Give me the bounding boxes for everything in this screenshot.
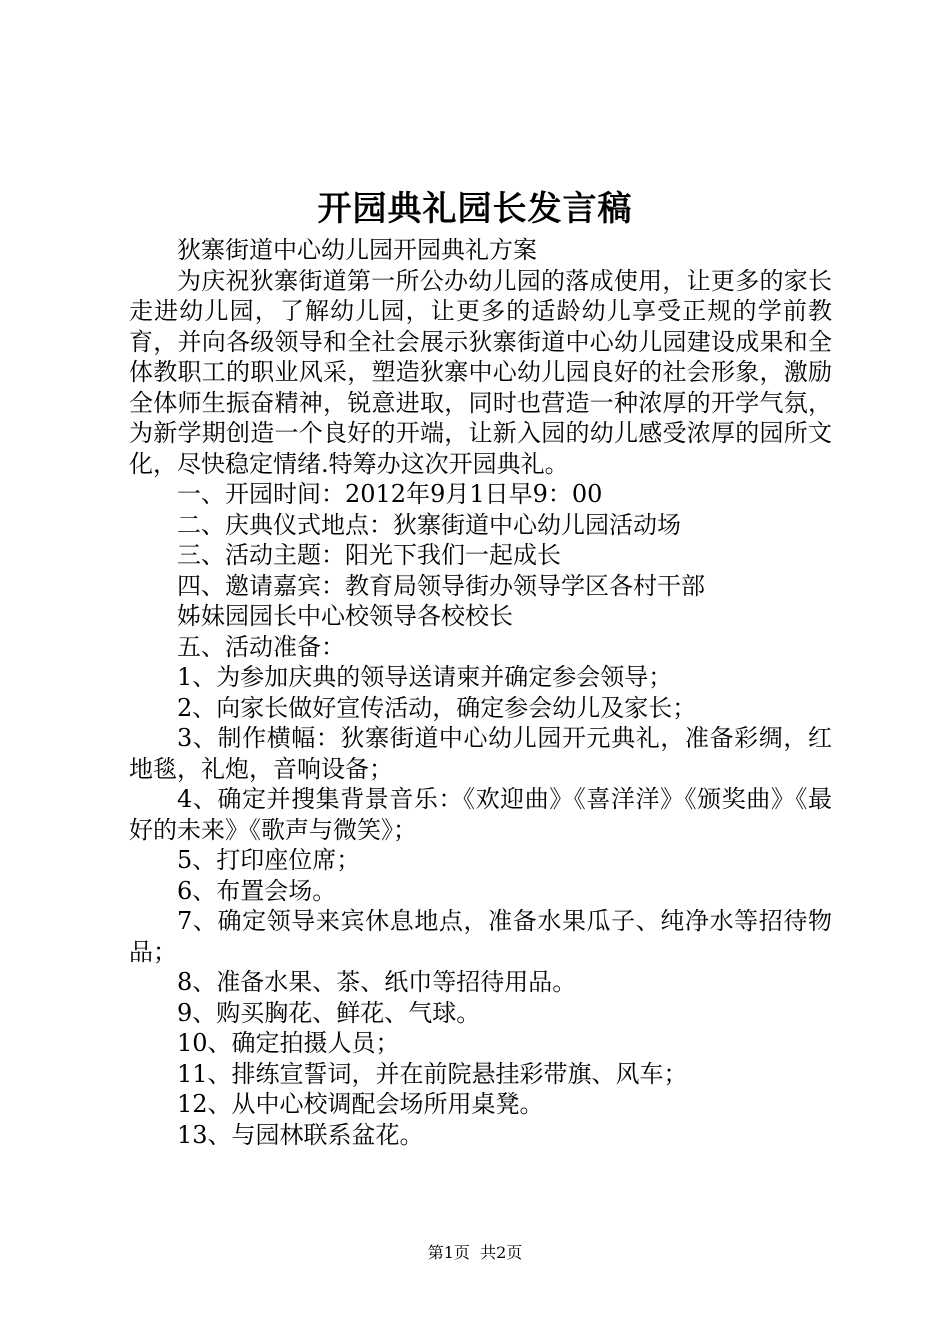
list-item: 2、向家长做好宣传活动，确定参会幼儿及家长； (177, 693, 697, 722)
document-title: 开园典礼园长发言稿 (317, 189, 633, 229)
list-item: 10、确定拍摄人员； (177, 1029, 400, 1057)
paragraph-location: 二、庆典仪式地点：狄寨街道中心幼儿园活动场 (177, 510, 681, 539)
paragraph-subtitle: 狄寨街道中心幼儿园开园典礼方案 (177, 236, 537, 264)
page-footer (0, 1242, 950, 1264)
list-item: 11、排练宣誓词，并在前院悬挂彩带旗、风车； (177, 1059, 688, 1088)
list-item: 3、制作横幅：狄寨街道中心幼儿园开元典礼，准备彩绸，红地毯，礼炮，音响设备； (129, 724, 832, 783)
list-item: 8、准备水果、茶、纸巾等招待用品。 (177, 968, 577, 996)
list-item: 1、为参加庆典的领导送请柬并确定参会领导； (177, 663, 673, 691)
list-item: 13、与园林联系盆花。 (177, 1120, 424, 1149)
paragraph-theme: 三、活动主题：阳光下我们一起成长 (177, 541, 561, 569)
list-item: 4、确定并搜集背景音乐：《欢迎曲》《喜洋洋》《颁奖曲》《最好的未来》《歌声与微笑》； (129, 785, 832, 844)
paragraph-time: 一、开园时间：2012年9月1日早9：00 (177, 480, 603, 508)
paragraph-intro: 为庆祝狄寨街道第一所公办幼儿园的落成使用，让更多的家长走进幼儿园，了解幼儿园，让更多的适龄幼儿享受正规的学前教育，并向各级领导和全社会展示狄寨街道中心幼儿园建设成果和全体教职工的职业风采，塑造狄寨中心幼儿园良好的社会形象，激励全体师生振奋精神，锐意进取，同时也营造一种浓厚的开学气氛，为新学期创造一个良好的开端，让新入园的幼儿感受浓厚的园所文化，尽快稳定情绪.特筹办这次开园典礼。 (129, 266, 832, 478)
paragraph-preparation: 五、活动准备： (177, 632, 345, 661)
list-item: 6、布置会场。 (177, 876, 337, 905)
paragraph-guests: 四、邀请嘉宾：教育局领导街办领导学区各村干部 (177, 571, 705, 600)
paragraph-guests-cont: 姊妹园园长中心校领导各校校长 (177, 602, 513, 630)
list-item: 5、打印座位席； (177, 846, 361, 874)
list-item: 7、确定领导来宾休息地点，准备水果瓜子、纯净水等招待物品； (129, 907, 832, 966)
list-item: 12、从中心校调配会场所用桌凳。 (177, 1090, 544, 1118)
page-number: 第1页 共2页 (427, 1243, 523, 1262)
list-item: 9、购买胸花、鲜花、气球。 (177, 998, 481, 1027)
document-body (129, 235, 832, 1150)
